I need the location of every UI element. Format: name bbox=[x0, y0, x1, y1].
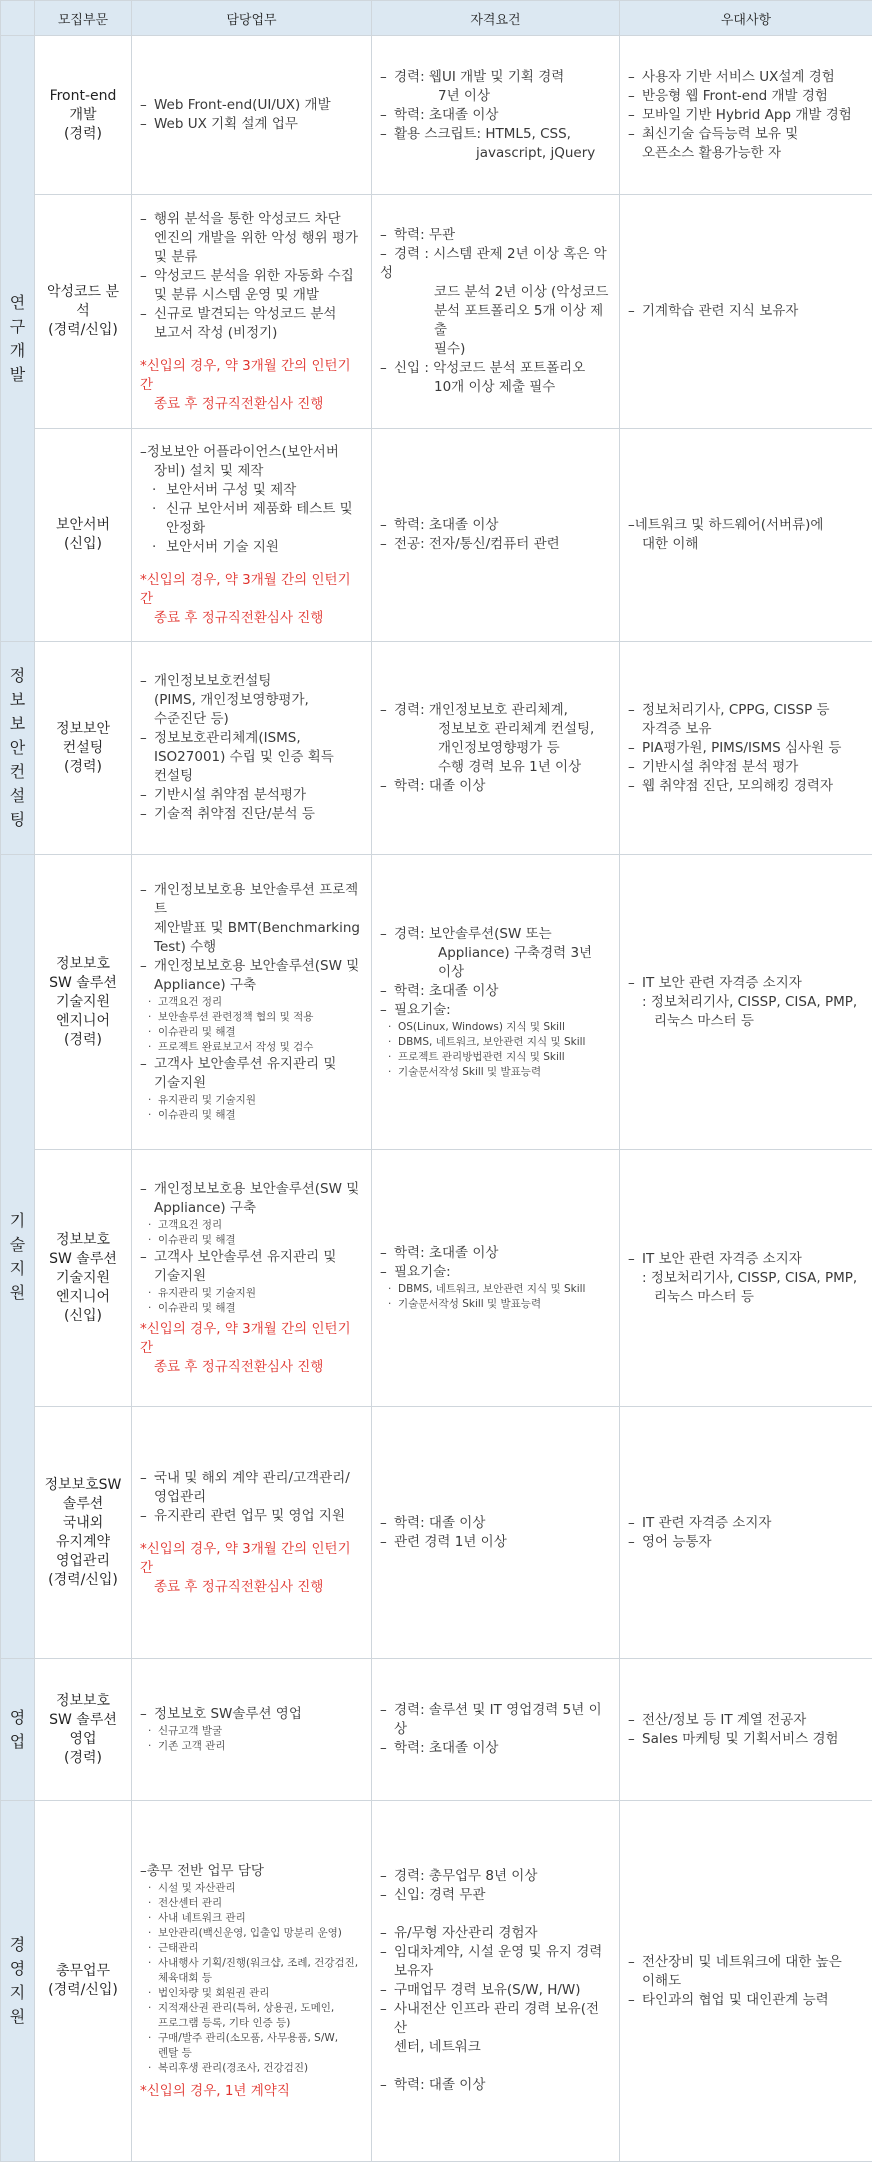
header-preferences: 우대사항 bbox=[620, 1, 872, 36]
category-consulting: 정보보안 컨설팅 bbox=[1, 642, 35, 855]
header-row bbox=[1, 1, 872, 36]
category-tech-support: 기술지원 bbox=[1, 855, 35, 1659]
duties-cell: – 개인정보보호컨설팅 (PIMS, 개인정보영향평가, 수준진단 등) – 정보보호관리체계(ISMS, ISO27001) 수립 및 인증 획득 컨설팅 – 기반시설 취약점 분석평가 – 기술적 취약점 진단/분석 등 bbox=[132, 642, 372, 855]
qualifications-cell: – 경력: 웹UI 개발 및 기획 경력 7년 이상 – 학력: 초대졸 이상 – 활용 스크립트: HTML5, CSS, javascript, jQuery bbox=[372, 36, 620, 195]
duties-cell: – 정보보호 SW솔루션 영업 · 신규고객 발굴 · 기존 고객 관리 bbox=[132, 1659, 372, 1801]
intern-note: *신입의 경우, 약 3개월 간의 인턴기간 종료 후 정규직전환심사 진행 bbox=[140, 1320, 351, 1375]
intern-note: *신입의 경우, 약 3개월 간의 인턴기간 종료 후 정규직전환심사 진행 bbox=[140, 1540, 351, 1595]
duties-cell: – 국내 및 해외 계약 관리/고객관리/ 영업관리 – 유지관리 관련 업무 및 영업 지원 *신입의 경우, 약 3개월 간의 인턴기간 종료 후 정규직전환심사 진행 bbox=[132, 1407, 372, 1659]
qualifications-cell: – 학력: 대졸 이상 – 관련 경력 1년 이상 bbox=[372, 1407, 620, 1659]
preferences-cell: – 기계학습 관련 지식 보유자 bbox=[620, 195, 872, 429]
preferences-cell: – 사용자 기반 서비스 UX설계 경험 – 반응형 웹 Front-end 개발 경험 – 모바일 기반 Hybrid App 개발 경험 – 최신기술 습득능력 보유 및 오픈소스 활용가능한 자 bbox=[620, 36, 872, 195]
position-cell: 정보보안 컨설팅 (경력) bbox=[35, 642, 132, 855]
qualifications-cell: – 경력: 총무업무 8년 이상 – 신입: 경력 무관 – 유/무형 자산관리 경험자 – 임대차계약, 시설 운영 및 유지 경력 보유자 – 구매업무 경력 보유(S/W, H/W) – 사내전산 인프라 관리 경력 보유(전산 센터, 네트워크 – 학력: 대졸 이상 bbox=[372, 1801, 620, 2162]
position-cell: 정보보호SW 솔루션 국내외 유지계약 영업관리 (경력/신입) bbox=[35, 1407, 132, 1659]
header-division: 모집부문 bbox=[35, 1, 132, 36]
header-qualifications: 자격요건 bbox=[372, 1, 620, 36]
category-admin: 경영지원 bbox=[1, 1801, 35, 2162]
table-row bbox=[1, 1150, 872, 1407]
category-sales: 영업 bbox=[1, 1659, 35, 1801]
position-cell: 정보보호 SW 솔루션 기술지원 엔지니어 (신입) bbox=[35, 1150, 132, 1407]
preferences-cell: – IT 보안 관련 자격증 소지자 : 정보처리기사, CISSP, CISA, PMP, 리눅스 마스터 등 bbox=[620, 855, 872, 1150]
qualifications-cell: – 경력: 솔루션 및 IT 영업경력 5년 이상 – 학력: 초대졸 이상 bbox=[372, 1659, 620, 1801]
table-row bbox=[1, 36, 872, 195]
preferences-cell: –네트워크 및 하드웨어(서버류)에 대한 이해 bbox=[620, 429, 872, 642]
qualifications-cell: – 학력: 무관 – 경력 : 시스템 관제 2년 이상 혹은 악 성 코드 분석 2년 이상 (악성코드 분석 포트폴리오 5개 이상 제출 필수) – 신입 : 악성코드 분석 포트폴리오 10개 이상 제출 필수 bbox=[372, 195, 620, 429]
duties-cell: – 개인정보보호용 보안솔루션(SW 및 Appliance) 구축 · 고객요건 정리 · 이슈관리 및 해결 – 고객사 보안솔루션 유지관리 및 기술지원 · 유지관리 및 기술지원 · 이슈관리 및 해결 *신입의 경우, 약 3개월 간의 인턴기간 종료 후 정규직전환심사 진행 bbox=[132, 1150, 372, 1407]
duties-cell: – 행위 분석을 통한 악성코드 차단 엔진의 개발을 위한 악성 행위 평가 및 분류 – 악성코드 분석을 위한 자동화 수집 및 분류 시스템 운영 및 개발 – 신규로 발견되는 악성코드 분석 보고서 작성 (비정기) *신입의 경우, 약 3개월 간의 인턴기간 종료 후 정규직전환심사 진행 bbox=[132, 195, 372, 429]
intern-note: *신입의 경우, 약 3개월 간의 인턴기간 종료 후 정규직전환심사 진행 bbox=[140, 357, 351, 412]
qualifications-cell: – 학력: 초대졸 이상 – 필요기술: · DBMS, 네트워크, 보안관련 지식 및 Skill · 기술문서작성 Skill 및 발표능력 bbox=[372, 1150, 620, 1407]
qualifications-cell: – 경력: 개인정보보호 관리체계, 정보보호 관리체계 컨설팅, 개인정보영향평가 등 수행 경력 보유 1년 이상 – 학력: 대졸 이상 bbox=[372, 642, 620, 855]
duties-cell: –총무 전반 업무 담당 · 시설 및 자산관리 · 전산센터 관리 · 사내 네트워크 관리 · 보안관리(백신운영, 입출입 망분리 운영) · 근태관리 · 사내행사 기획/진행(워크샵, 조례, 건강검진, 체육대회 등 · 법인차량 및 회원권 관리 · 지적재산권 관리(특허, 상용권, 도메인, 프로그램 등록, 기타 인증 등) · 구매/발주 관리(소모품, 사무용품, S/W, 렌탈 등 · 복리후생 관리(경조사, 건강검진) *신입의 경우, 1년 계약직 bbox=[132, 1801, 372, 2162]
position-cell: 정보보호 SW 솔루션 영업 (경력) bbox=[35, 1659, 132, 1801]
table-row bbox=[1, 642, 872, 855]
intern-note: *신입의 경우, 약 3개월 간의 인턴기간 종료 후 정규직전환심사 진행 bbox=[140, 571, 351, 626]
contract-note: *신입의 경우, 1년 계약직 bbox=[140, 2082, 290, 2099]
table-row bbox=[1, 1407, 872, 1659]
position-cell: 정보보호 SW 솔루션 기술지원 엔지니어 (경력) bbox=[35, 855, 132, 1150]
table-row bbox=[1, 1801, 872, 2162]
position-cell: 총무업무 (경력/신입) bbox=[35, 1801, 132, 2162]
preferences-cell: – 전산/정보 등 IT 계열 전공자 – Sales 마케팅 및 기획서비스 경험 bbox=[620, 1659, 872, 1801]
preferences-cell: – 정보처리기사, CPPG, CISSP 등 자격증 보유 – PIA평가원, PIMS/ISMS 심사원 등 – 기반시설 취약점 분석 평가 – 웹 취약점 진단, 모의해킹 경력자 bbox=[620, 642, 872, 855]
table-row bbox=[1, 429, 872, 642]
table-row bbox=[1, 1659, 872, 1801]
position-cell: 악성코드 분 석 (경력/신입) bbox=[35, 195, 132, 429]
duties-cell: – 개인정보보호용 보안솔루션 프로젝트 제안발표 및 BMT(Benchmarking Test) 수행 – 개인정보보호용 보안솔루션(SW 및 Appliance) 구축 · 고객요건 정리 · 보안솔루션 관련정책 협의 및 적용 · 이슈관리 및 해결 · 프로젝트 완료보고서 작성 및 검수 – 고객사 보안솔루션 유지관리 및 기술지원 · 유지관리 및 기술지원 · 이슈관리 및 해결 bbox=[132, 855, 372, 1150]
category-rnd: 연구개발 bbox=[1, 36, 35, 642]
qualifications-cell: – 경력: 보안솔루션(SW 또는 Appliance) 구축경력 3년 이상 – 학력: 초대졸 이상 – 필요기술: · OS(Linux, Windows) 지식 및 Skill · DBMS, 네트워크, 보안관련 지식 및 Skill · 프로젝트 관리방법관련 지식 및 Skill · 기술문서작성 Skill 및 발표능력 bbox=[372, 855, 620, 1150]
header-category bbox=[1, 1, 35, 36]
preferences-cell: – IT 보안 관련 자격증 소지자 : 정보처리기사, CISSP, CISA, PMP, 리눅스 마스터 등 bbox=[620, 1150, 872, 1407]
duties-cell: – Web Front-end(UI/UX) 개발 – Web UX 기획 설계 업무 bbox=[132, 36, 372, 195]
qualifications-cell: – 학력: 초대졸 이상 – 전공: 전자/통신/컴퓨터 관련 bbox=[372, 429, 620, 642]
position-cell: Front-end 개발 (경력) bbox=[35, 36, 132, 195]
duties-cell: –정보보안 어플라이언스(보안서버 장비) 설치 및 제작 · 보안서버 구성 및 제작 · 신규 보안서버 제품화 테스트 및 안정화 · 보안서버 기술 지원 *신입의 경우, 약 3개월 간의 인턴기간 종료 후 정규직전환심사 진행 bbox=[132, 429, 372, 642]
table-row bbox=[1, 855, 872, 1150]
header-duties: 담당업무 bbox=[132, 1, 372, 36]
preferences-cell: – IT 관련 자격증 소지자 – 영어 능통자 bbox=[620, 1407, 872, 1659]
table-row bbox=[1, 195, 872, 429]
position-cell: 보안서버 (신입) bbox=[35, 429, 132, 642]
preferences-cell: – 전산장비 및 네트워크에 대한 높은 이해도 – 타인과의 협업 및 대인관계 능력 bbox=[620, 1801, 872, 2162]
